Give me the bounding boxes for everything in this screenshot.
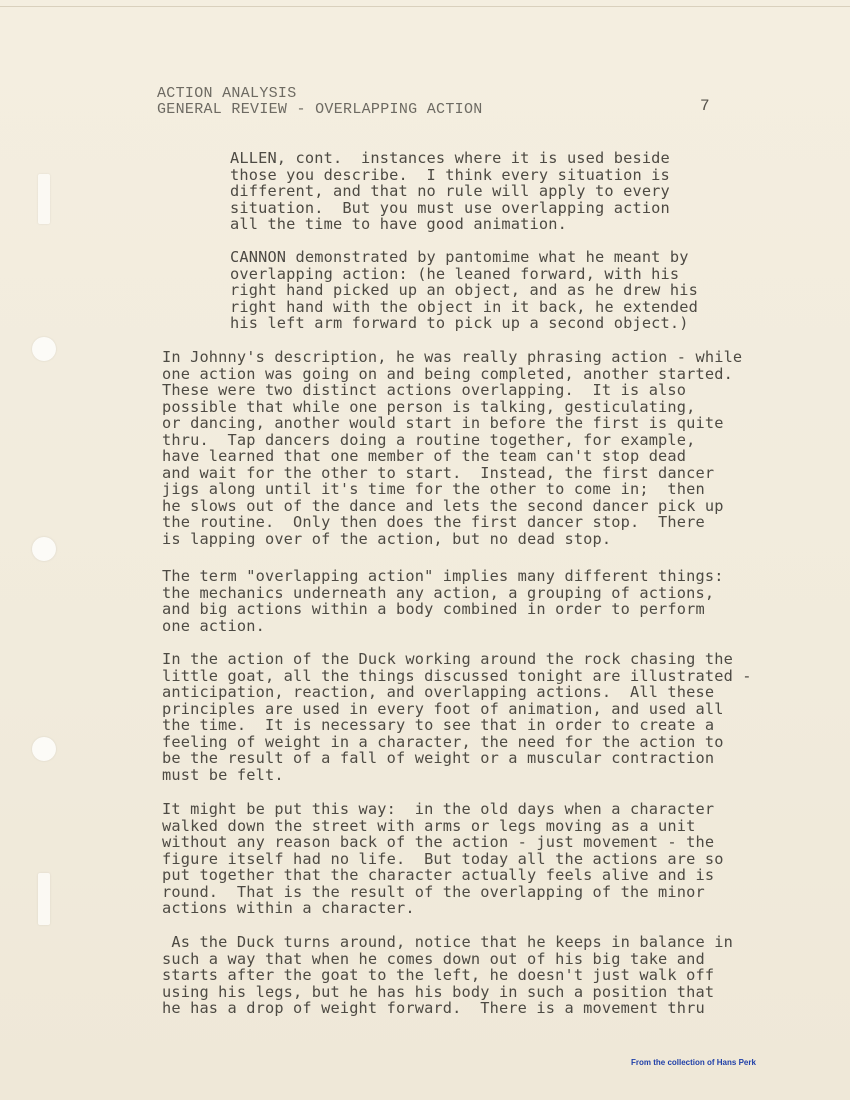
page-top-edge (0, 6, 850, 7)
paragraph-old-days: It might be put this way: in the old days when a character walked down the street with arms or legs moving as a unit without any reason back of the action - just movement - the figure itself had no life. But today all the actions are so put together that the character actually feels alive and is round. That is the result of the overlapping of the minor actions within a character. (162, 800, 724, 917)
paragraph-term: The term "overlapping action" implies many different things: the mechanics underneath any action, a grouping of actions, and big actions within a body combined in order to perform one action. (162, 567, 724, 635)
punch-hole-3 (32, 737, 56, 761)
punch-hole-2 (32, 537, 56, 561)
paragraph-duck-turns: As the Duck turns around, notice that he keeps in balance in such a way that when he comes down out of his big take and starts after the goat to the left, he doesn't just walk off using his legs, but he has his body in such a position that he has a drop of weight forward. There is a movement thru (162, 933, 733, 1017)
binder-tab-top (38, 174, 50, 224)
page-number: 7 (700, 97, 710, 115)
punch-hole-1 (32, 337, 56, 361)
header-subtitle: GENERAL REVIEW - OVERLAPPING ACTION (157, 101, 483, 118)
paragraph-allen: ALLEN, cont. instances where it is used beside those you describe. I think every situation is different, and that no rule will apply to every situation. But you must use overlapping action all the time to have good animation. (230, 149, 670, 233)
header-title: ACTION ANALYSIS (157, 85, 297, 102)
binder-tab-bottom (38, 873, 50, 925)
paragraph-cannon: CANNON demonstrated by pantomime what he meant by overlapping action: (he leaned forward, with his right hand picked up an object, and as he drew his right hand with the object in it back, he extended his left arm forward to pick up a second object.) (230, 248, 698, 332)
paragraph-duck: In the action of the Duck working around the rock chasing the little goat, all the things discussed tonight are illustrated - anticipation, reaction, and overlapping actions. All these principles are used in every foot of animation, and used all the time. It is necessary to see that in order to create a feeling of weight in a character, the need for the action to be the result of a fall of weight or a muscular contraction must be felt. (162, 650, 752, 784)
paragraph-johnny: In Johnny's description, he was really phrasing action - while one action was going on and being completed, another started. These were two distinct actions overlapping. It is also possible that while one person is talking, gesticulating, or dancing, another would start in before the first is quite thru. Tap dancers doing a routine together, for example, have learned that one member of the team can't stop dead and wait for the other to start. Instead, the first dancer jigs along until it's time for the other to come in; then he slows out of the dance and lets the second dancer pick up the routine. Only then does the first dancer stop. There is lapping over of the action, but no dead stop. (162, 348, 743, 548)
collection-credit: From the collection of Hans Perk (631, 1058, 756, 1067)
